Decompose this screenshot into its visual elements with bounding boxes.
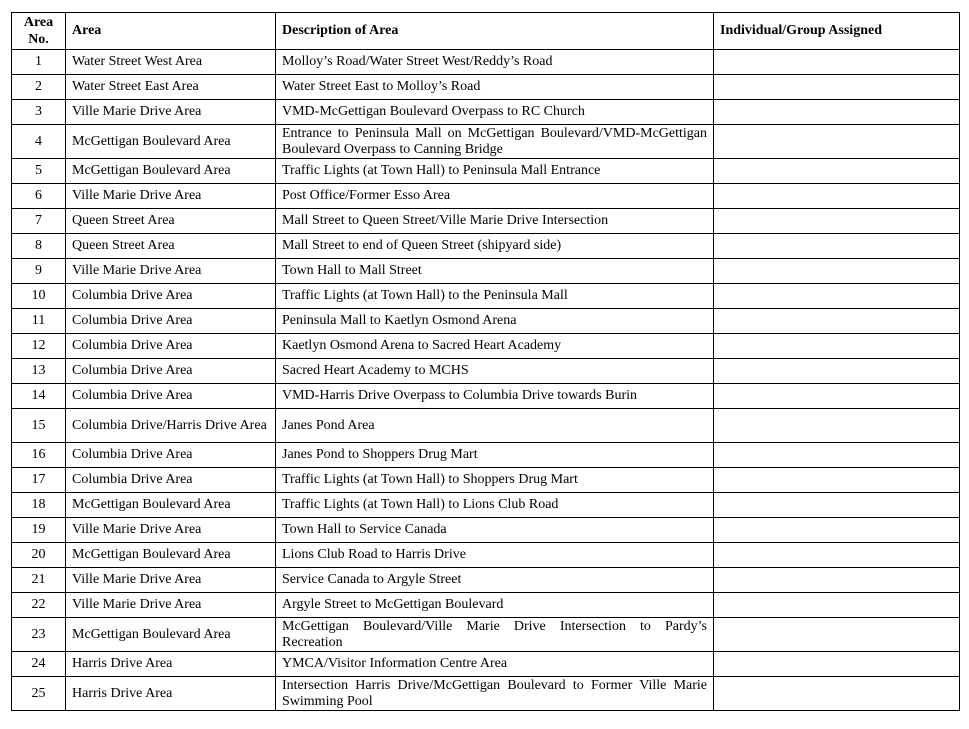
area-name-cell: Ville Marie Drive Area [66, 100, 276, 125]
area-number-cell: 14 [12, 384, 66, 409]
table-row [12, 409, 960, 443]
area-description-cell: Janes Pond to Shoppers Drug Mart [276, 443, 714, 468]
area-name-cell: Columbia Drive Area [66, 384, 276, 409]
area-number-cell: 6 [12, 184, 66, 209]
area-name-cell: Columbia Drive Area [66, 359, 276, 384]
assigned-cell[interactable] [714, 593, 960, 618]
table-row [12, 284, 960, 309]
area-description-cell: McGettigan Boulevard/Ville Marie Drive Intersection to Pardy’s Recreation [276, 618, 714, 652]
table-row [12, 75, 960, 100]
area-number-cell: 1 [12, 50, 66, 75]
area-name-cell: McGettigan Boulevard Area [66, 618, 276, 652]
assigned-cell[interactable] [714, 409, 960, 443]
assigned-cell[interactable] [714, 493, 960, 518]
assigned-cell[interactable] [714, 359, 960, 384]
table-row [12, 334, 960, 359]
area-description-cell: Entrance to Peninsula Mall on McGettigan Boulevard/VMD-McGettigan Boulevard Overpass to Canning Bridge [276, 125, 714, 159]
header-area-no [12, 13, 66, 50]
area-name-cell: Queen Street Area [66, 209, 276, 234]
area-number-cell: 7 [12, 209, 66, 234]
area-name-cell: Columbia Drive Area [66, 468, 276, 493]
table-row [12, 468, 960, 493]
area-description-cell: Intersection Harris Drive/McGettigan Boulevard to Former Ville Marie Swimming Pool [276, 677, 714, 711]
header-area-no-line1: Area [23, 15, 54, 30]
table-row [12, 184, 960, 209]
area-description-cell: VMD-McGettigan Boulevard Overpass to RC Church [276, 100, 714, 125]
table-row [12, 159, 960, 184]
area-name-cell: Columbia Drive/Harris Drive Area [66, 409, 276, 443]
assigned-cell[interactable] [714, 75, 960, 100]
area-name-cell: Ville Marie Drive Area [66, 518, 276, 543]
area-description-cell: Mall Street to Queen Street/Ville Marie Drive Intersection [276, 209, 714, 234]
table-row [12, 234, 960, 259]
table-row [12, 209, 960, 234]
assigned-cell[interactable] [714, 443, 960, 468]
area-name-cell: Columbia Drive Area [66, 334, 276, 359]
table-row [12, 359, 960, 384]
area-name-cell: Water Street East Area [66, 75, 276, 100]
area-number-cell: 11 [12, 309, 66, 334]
assigned-cell[interactable] [714, 184, 960, 209]
assigned-cell[interactable] [714, 518, 960, 543]
assigned-cell[interactable] [714, 125, 960, 159]
table-row [12, 568, 960, 593]
area-number-cell: 12 [12, 334, 66, 359]
area-description-cell: VMD-Harris Drive Overpass to Columbia Drive towards Burin [276, 384, 714, 409]
area-description-cell: Town Hall to Service Canada [276, 518, 714, 543]
table-header [12, 13, 960, 50]
table-row [12, 518, 960, 543]
table-body [12, 50, 960, 711]
area-number-cell: 21 [12, 568, 66, 593]
area-name-cell: McGettigan Boulevard Area [66, 125, 276, 159]
area-number-cell: 4 [12, 125, 66, 159]
area-name-cell: Harris Drive Area [66, 652, 276, 677]
assigned-cell[interactable] [714, 159, 960, 184]
area-name-cell: McGettigan Boulevard Area [66, 159, 276, 184]
area-description-cell: Kaetlyn Osmond Arena to Sacred Heart Academy [276, 334, 714, 359]
area-number-cell: 17 [12, 468, 66, 493]
assigned-cell[interactable] [714, 309, 960, 334]
area-number-cell: 16 [12, 443, 66, 468]
table-row [12, 618, 960, 652]
area-name-cell: McGettigan Boulevard Area [66, 493, 276, 518]
area-number-cell: 8 [12, 234, 66, 259]
table-row [12, 384, 960, 409]
assigned-cell[interactable] [714, 468, 960, 493]
table-row [12, 125, 960, 159]
area-number-cell: 20 [12, 543, 66, 568]
area-description-cell: Peninsula Mall to Kaetlyn Osmond Arena [276, 309, 714, 334]
area-description-cell: Town Hall to Mall Street [276, 259, 714, 284]
area-number-cell: 18 [12, 493, 66, 518]
area-number-cell: 9 [12, 259, 66, 284]
table-row [12, 543, 960, 568]
area-name-cell: Ville Marie Drive Area [66, 593, 276, 618]
area-number-cell: 3 [12, 100, 66, 125]
assigned-cell[interactable] [714, 284, 960, 309]
area-number-cell: 22 [12, 593, 66, 618]
assigned-cell[interactable] [714, 618, 960, 652]
table-row [12, 443, 960, 468]
table-row [12, 493, 960, 518]
area-name-cell: Ville Marie Drive Area [66, 184, 276, 209]
area-number-cell: 10 [12, 284, 66, 309]
area-number-cell: 15 [12, 409, 66, 443]
area-description-cell: Traffic Lights (at Town Hall) to Peninsula Mall Entrance [276, 159, 714, 184]
header-assigned: Individual/Group Assigned [714, 13, 960, 50]
area-description-cell: Traffic Lights (at Town Hall) to Lions Club Road [276, 493, 714, 518]
header-area-no-line2: No. [28, 32, 49, 47]
assigned-cell[interactable] [714, 100, 960, 125]
area-name-cell: Columbia Drive Area [66, 309, 276, 334]
area-description-cell: Janes Pond Area [276, 409, 714, 443]
area-number-cell: 23 [12, 618, 66, 652]
area-description-cell: YMCA/Visitor Information Centre Area [276, 652, 714, 677]
area-name-cell: Columbia Drive Area [66, 443, 276, 468]
assigned-cell[interactable] [714, 209, 960, 234]
header-row [12, 13, 960, 50]
area-description-cell: Mall Street to end of Queen Street (shipyard side) [276, 234, 714, 259]
area-number-cell: 25 [12, 677, 66, 711]
assigned-cell[interactable] [714, 334, 960, 359]
area-number-cell: 5 [12, 159, 66, 184]
area-name-cell: Ville Marie Drive Area [66, 259, 276, 284]
area-description-cell: Water Street East to Molloy’s Road [276, 75, 714, 100]
area-description-cell: Sacred Heart Academy to MCHS [276, 359, 714, 384]
table-row [12, 259, 960, 284]
header-area: Area [66, 13, 276, 50]
table-row [12, 677, 960, 711]
area-name-cell: Queen Street Area [66, 234, 276, 259]
assigned-cell[interactable] [714, 384, 960, 409]
area-description-cell: Argyle Street to McGettigan Boulevard [276, 593, 714, 618]
area-name-cell: Water Street West Area [66, 50, 276, 75]
assigned-cell[interactable] [714, 568, 960, 593]
area-description-cell: Post Office/Former Esso Area [276, 184, 714, 209]
assigned-cell[interactable] [714, 652, 960, 677]
area-description-cell: Lions Club Road to Harris Drive [276, 543, 714, 568]
assigned-cell[interactable] [714, 543, 960, 568]
area-description-cell: Traffic Lights (at Town Hall) to Shoppers Drug Mart [276, 468, 714, 493]
area-name-cell: Columbia Drive Area [66, 284, 276, 309]
area-number-cell: 24 [12, 652, 66, 677]
area-description-cell: Service Canada to Argyle Street [276, 568, 714, 593]
assigned-cell[interactable] [714, 50, 960, 75]
table-row [12, 593, 960, 618]
table-row [12, 652, 960, 677]
area-description-cell: Molloy’s Road/Water Street West/Reddy’s Road [276, 50, 714, 75]
assigned-cell[interactable] [714, 677, 960, 711]
area-name-cell: Harris Drive Area [66, 677, 276, 711]
table-row [12, 309, 960, 334]
area-assignment-table [11, 12, 960, 711]
header-description: Description of Area [276, 13, 714, 50]
area-name-cell: Ville Marie Drive Area [66, 568, 276, 593]
area-description-cell: Traffic Lights (at Town Hall) to the Peninsula Mall [276, 284, 714, 309]
table-row [12, 100, 960, 125]
table-row [12, 50, 960, 75]
area-number-cell: 13 [12, 359, 66, 384]
area-number-cell: 19 [12, 518, 66, 543]
assigned-cell[interactable] [714, 234, 960, 259]
area-number-cell: 2 [12, 75, 66, 100]
area-name-cell: McGettigan Boulevard Area [66, 543, 276, 568]
assigned-cell[interactable] [714, 259, 960, 284]
